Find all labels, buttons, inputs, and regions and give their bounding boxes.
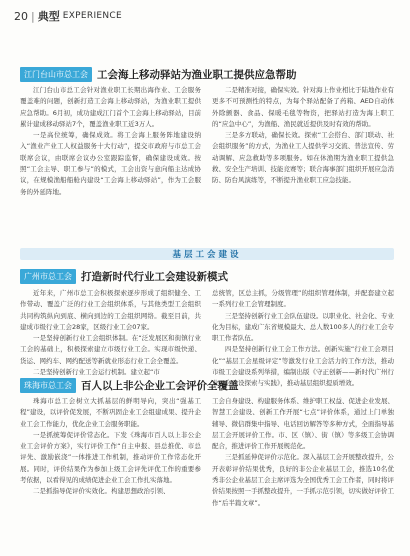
page-header (14, 8, 122, 24)
article3-paragraph: 工会自身建设、构建服务体系、维护职工权益、促进企业发展、智慧工会建设、创新工作开展“七点”评价体系，通过上门单独辅导、微信群集中指导、电话回访解答等多种方式，全面指导基层工会开展评价工作。市、区（镇）、街（镇）等多级工会协调配合，推进评价工作开展规范化。 (212, 397, 394, 451)
article1-left-column (20, 85, 201, 237)
article3-title: 百人以上非公企业工会评价全覆盖 (81, 380, 239, 392)
article3-tag: 珠海市总工会 (20, 378, 76, 393)
section-banner-label: 基层工会建设 (172, 250, 242, 260)
article1-tag: 江门台山市总工会 (20, 67, 92, 82)
article2-paragraph: 总统管，区总主抓，分级管理”的组织管理体制，并配套建立起一系列行业工会管理制度。 (212, 289, 394, 309)
section-banner (20, 248, 394, 260)
section-name-en: EXPERIENCE (62, 11, 122, 21)
article3-paragraph: 三是抓延伸促评价示范化。深入基层工会开展整改提升，公开表彰评价结果优秀，良好的非公企业基层工会，推选10名优秀非公企业基层工会主席评选为全国优秀工会工作者，同时将评价结果按照一手抓整改提升，一手抓示范引领，切实做好评价工作“后半篇文章”。 (212, 453, 394, 507)
page-number: 20 (14, 9, 28, 23)
article1-paragraph: 江门台山市总工会针对渔业职工长期出海作业、工会服务覆盖难的问题，创新打造工会海上移动驿站，为渔业职工提供应急帮助。6月初，成功建成江门首个工会海上移动驿站，目前累计建成移动驿站7个，覆盖渔业职工近3万人。 (20, 86, 201, 128)
article1-title: 工会海上移动驿站为渔业职工提供应急帮助 (97, 69, 297, 81)
article2-paragraph: 四是坚持创新行业工会工作方法。创新实施“行业工会项目化”“基层工会星级评定”等激发行业工会活力的工作方法，推动市级工会建设系列举措，编制出版《守正创新——新时代广州行业工会建设探索与实践》，推动基层组织提质增效。 (212, 345, 394, 388)
section-name-cn: 典型 (37, 10, 60, 23)
article2-paragraph: 三是坚持创新行业工会队伍建设。以职业化、社会化、专业化为目标，建成广东省规模最大、总人数100多人的行业工会专职工作者队伍。 (212, 311, 394, 343)
article3-paragraph: 珠海市总工会树立大抓基层的鲜明导向，突出“强基工程”建设，以评价促发展，不断巩固企业工会组建成果、提升企业工会工作能力，优化企业工会服务职能。 (20, 397, 201, 428)
article3-paragraph: 一是抓统筹促评价常态化。下发《珠海市百人以上非公企业工会评价方案》，实行评价工作“自主申报、县总推优、市总评先、激励嵌浇”一体推进工作机制，推动评价工作常态化开展。同时，评价结果作为参加上级工会评先评优工作的重要参考依据，以看得见的成绩促进企业工会工作扎实落地。 (20, 430, 201, 485)
article1-paragraph: 三是多方联动，确保长效。探索“工会搭台、部门联动、社会组织服务”的方式，为渔业工人提供学习交流、普法宣传、劳动调解、应急救助等多项服务。如在休渔期为渔业职工提供急救、安全生产培训、技能竞赛等；联合海事部门组织开展应急消防、防台风演练等，不断提升渔业职工应急技能。 (212, 131, 394, 185)
article3-paragraph: 二是抓指导促评价实效化。构建思想政治引领、 (33, 487, 170, 496)
article2-paragraph: 一是坚持创新行业工会组织体制。在“泛发展区和街镇行业工会的基础上，积极探索建立市级行业工会。实现市级快递、货运、网约车、网约配送等新就业形态行业工会全覆盖。 (20, 334, 201, 365)
article2-paragraph: 近年来，广州市总工会积极探索逐步形成了组织健全、工作带动、覆盖广泛的行业工会组织体系，与其他类型工会组织共同构筑纵向到底、横向到边的工会组织网络。截至目前，共建成市级行业工会28家，区级行业工会07家。 (20, 289, 201, 331)
article2-title-row (20, 269, 228, 284)
page-separator: | (31, 9, 35, 23)
article3-right-column (212, 396, 394, 548)
article3-title-row (20, 378, 239, 393)
article2-title: 打造新时代行业工会建设新模式 (81, 271, 228, 283)
article2-left-column (20, 288, 201, 377)
article2-paragraph: 二是坚持创新行业工会运行机制。建立起“市 (33, 368, 160, 377)
article2-tag: 广州市总工会 (20, 269, 76, 284)
article1-paragraph: 一是高位统筹，确保成效。将工会海上服务阵地建设纳入“渔业产业工人权益服务十大行动”，提交市政府与市总工会联席会议，由联席会议办公室跟踪监督，确保建设成效。按照“工会主导、职工参与”的模式，工会出资与意向船主达成协议，在规模渔船船舱内建设“工会海上移动驿站”，作为工会服务的外延阵地。 (20, 131, 201, 196)
article3-left-column (20, 396, 201, 548)
article1-title-row (20, 67, 297, 82)
article1-paragraph: 二是精准对接，确保实效。针对海上作业相比于陆地作业有更多不可预测性的特点，为每个驿站配备了药箱、AED自动体外除颤器、食品、保暖毛毯等物资，把驿站打造为海上职工的“应急中心”，为渔船、渔民就近提供及时有效的帮助。 (212, 86, 394, 128)
article1-right-column (212, 85, 394, 237)
article2-right-column (212, 288, 394, 388)
